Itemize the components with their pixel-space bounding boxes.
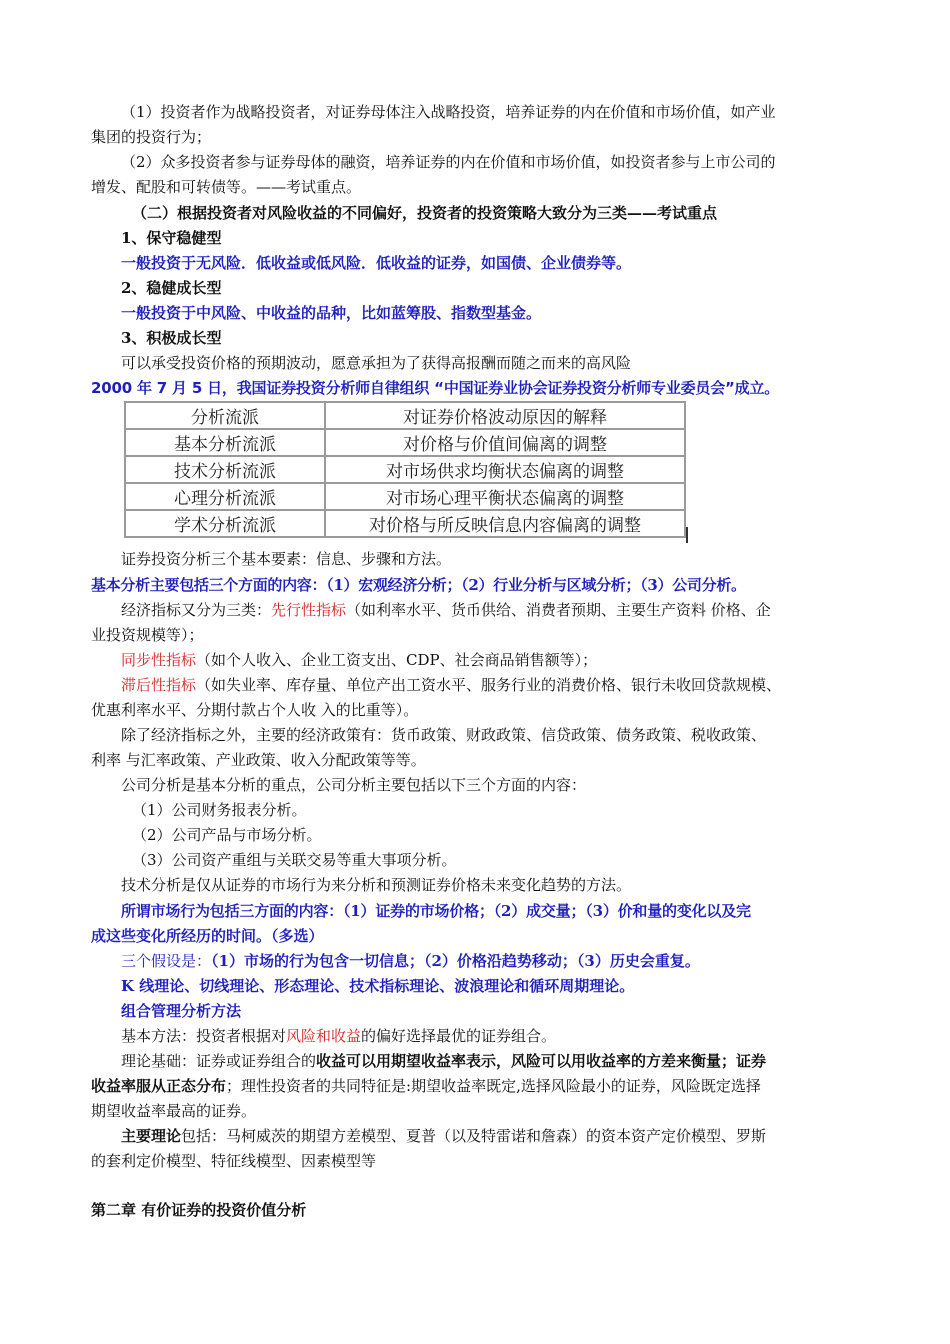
indicator-term: 滞后性指标 bbox=[121, 676, 197, 694]
paragraph-line bbox=[91, 1074, 861, 1099]
text-run: （如利率水平、货币供给、消费者预期、主要生产资料 价格、企 bbox=[346, 601, 771, 619]
table-cell: 技术分析流派 bbox=[125, 456, 325, 483]
paragraph-line: 公司分析是基本分析的重点，公司分析主要包括以下三个方面的内容： bbox=[121, 776, 587, 794]
highlight-line: 2000 年 7 月 5 日，我国证券投资分析师自律组织 “中国证券业协会证券投资分析师专业委员会”成立。 bbox=[91, 379, 780, 397]
paragraph-line: 利率 与汇率政策、产业政策、收入分配政策等等。 bbox=[91, 751, 426, 769]
table-cell: 分析流派 bbox=[125, 402, 325, 429]
table-cell: 基本分析流派 bbox=[125, 429, 325, 456]
highlight-line: 组合管理分析方法 bbox=[121, 1002, 242, 1020]
table-cell: 对证券价格波动原因的解释 bbox=[325, 402, 685, 429]
paragraph-line: 集团的投资行为； bbox=[91, 128, 212, 146]
emphasis-term: 风险和收益 bbox=[286, 1027, 362, 1045]
analysis-school-table bbox=[124, 401, 686, 538]
table-cell: 对市场供求均衡状态偏离的调整 bbox=[325, 456, 685, 483]
text-run: （1）市场的行为包含一切信息；（2）价格沿趋势移动；（3）历史会重复。 bbox=[211, 952, 700, 970]
subheading: 3、积极成长型 bbox=[121, 329, 222, 347]
table-cell: 对市场心理平衡状态偏离的调整 bbox=[325, 483, 685, 510]
table-row bbox=[125, 483, 685, 510]
text-run: 基本方法：投资者根据对 bbox=[121, 1027, 287, 1045]
text-run: 收益率服从正态分布 bbox=[91, 1077, 227, 1095]
table-cell: 对价格与价值间偏离的调整 bbox=[325, 429, 685, 456]
text-run: （如失业率、库存量、单位产出工资水平、服务行业的消费价格、银行未收回贷款规模、 bbox=[196, 676, 782, 694]
table-row bbox=[125, 456, 685, 483]
highlight-line: 一般投资于中风险、中收益的品种，比如蓝筹股、指数型基金。 bbox=[121, 304, 542, 322]
paragraph-line: （1）投资者作为战略投资者，对证券母体注入战略投资，培养证券的内在价值和市场价值，如产业 bbox=[121, 103, 776, 121]
paragraph-line: 证券投资分析三个基本要素：信息、步骤和方法。 bbox=[121, 550, 452, 568]
text-run: ；理性投资者的共同特征是:期望收益率既定,选择风险最小的证券，风险既定选择 bbox=[226, 1077, 761, 1095]
cursor-mark bbox=[686, 527, 688, 543]
paragraph-line bbox=[121, 648, 861, 673]
table-cell: 心理分析流派 bbox=[125, 483, 325, 510]
text-run: 三个假设是： bbox=[121, 952, 212, 970]
subheading: 2、稳健成长型 bbox=[121, 279, 222, 297]
text-run: 包括：马柯威茨的期望方差模型、夏普（以及特雷诺和詹森）的资本资产定价模型、罗斯 bbox=[181, 1127, 767, 1145]
paragraph-line bbox=[121, 598, 861, 623]
paragraph-line: 优惠利率水平、分期付款占个人收 入的比重等）。 bbox=[91, 701, 419, 719]
text-run: （如个人收入、企业工资支出、CDP、社会商品销售额等）； bbox=[196, 651, 598, 669]
table-cell: 对价格与所反映信息内容偏离的调整 bbox=[325, 510, 685, 537]
paragraph-line bbox=[121, 1024, 861, 1049]
highlight-line: K 线理论、切线理论、形态理论、技术指标理论、波浪理论和循环周期理论。 bbox=[121, 977, 635, 995]
table-cell: 学术分析流派 bbox=[125, 510, 325, 537]
highlight-line: 所谓市场行为包括三方面的内容：（1）证券的市场价格；（2）成交量；（3）价和量的变化以及完 bbox=[121, 902, 751, 920]
chapter-heading: 第二章 有价证券的投资价值分析 bbox=[91, 1201, 307, 1219]
highlight-line: 基本分析主要包括三个方面的内容：（1）宏观经济分析；（2）行业分析与区域分析；（3）公司分析。 bbox=[91, 576, 746, 594]
list-item: （1）公司财务报表分析。 bbox=[132, 801, 307, 819]
paragraph-line bbox=[121, 949, 861, 974]
paragraph-line: 技术分析是仅从证券的市场行为来分析和预测证券价格未来变化趋势的方法。 bbox=[121, 876, 632, 894]
text-run: 理论基础：证券或证券组合的 bbox=[121, 1052, 317, 1070]
section-heading: （二）根据投资者对风险收益的不同偏好，投资者的投资策略大致分为三类——考试重点 bbox=[132, 204, 718, 222]
list-item: （3）公司资产重组与关联交易等重大事项分析。 bbox=[132, 851, 457, 869]
paragraph-line: 除了经济指标之外，主要的经济政策有：货币政策、财政政策、信贷政策、债务政策、税收政策、 bbox=[121, 726, 767, 744]
list-item: （2）公司产品与市场分析。 bbox=[132, 826, 322, 844]
paragraph-line: （2）众多投资者参与证券母体的融资，培养证券的内在价值和市场价值，如投资者参与上市公司的 bbox=[121, 153, 776, 171]
paragraph-line bbox=[121, 673, 861, 698]
paragraph-line: 期望收益率最高的证券。 bbox=[91, 1102, 257, 1120]
text-run: 经济指标又分为三类： bbox=[121, 601, 272, 619]
table-row bbox=[125, 402, 685, 429]
paragraph-line: 业投资规模等）； bbox=[91, 626, 204, 644]
table-row bbox=[125, 510, 685, 537]
text-run: 的偏好选择最优的证券组合。 bbox=[361, 1027, 557, 1045]
table-row bbox=[125, 429, 685, 456]
paragraph-line: 的套利定价模型、特征线模型、因素模型等 bbox=[91, 1152, 377, 1170]
indicator-term: 先行性指标 bbox=[271, 601, 347, 619]
text-run: 主要理论 bbox=[121, 1127, 182, 1145]
highlight-line: 一般投资于无风险．低收益或低风险．低收益的证券，如国债、企业债券等。 bbox=[121, 254, 632, 272]
highlight-line: 成这些变化所经历的时间。（多选） bbox=[91, 927, 324, 945]
subheading: 1、保守稳健型 bbox=[121, 229, 222, 247]
paragraph-line: 增发、配股和可转债等。——考试重点。 bbox=[91, 178, 362, 196]
paragraph-line bbox=[121, 1124, 861, 1149]
text-run: 收益可以用期望收益率表示，风险可以用收益率的方差来衡量；证券 bbox=[316, 1052, 767, 1070]
paragraph-line: 可以承受投资价格的预期波动，愿意承担为了获得高报酬而随之而来的高风险 bbox=[121, 354, 632, 372]
paragraph-line bbox=[121, 1049, 861, 1074]
indicator-term: 同步性指标 bbox=[121, 651, 197, 669]
